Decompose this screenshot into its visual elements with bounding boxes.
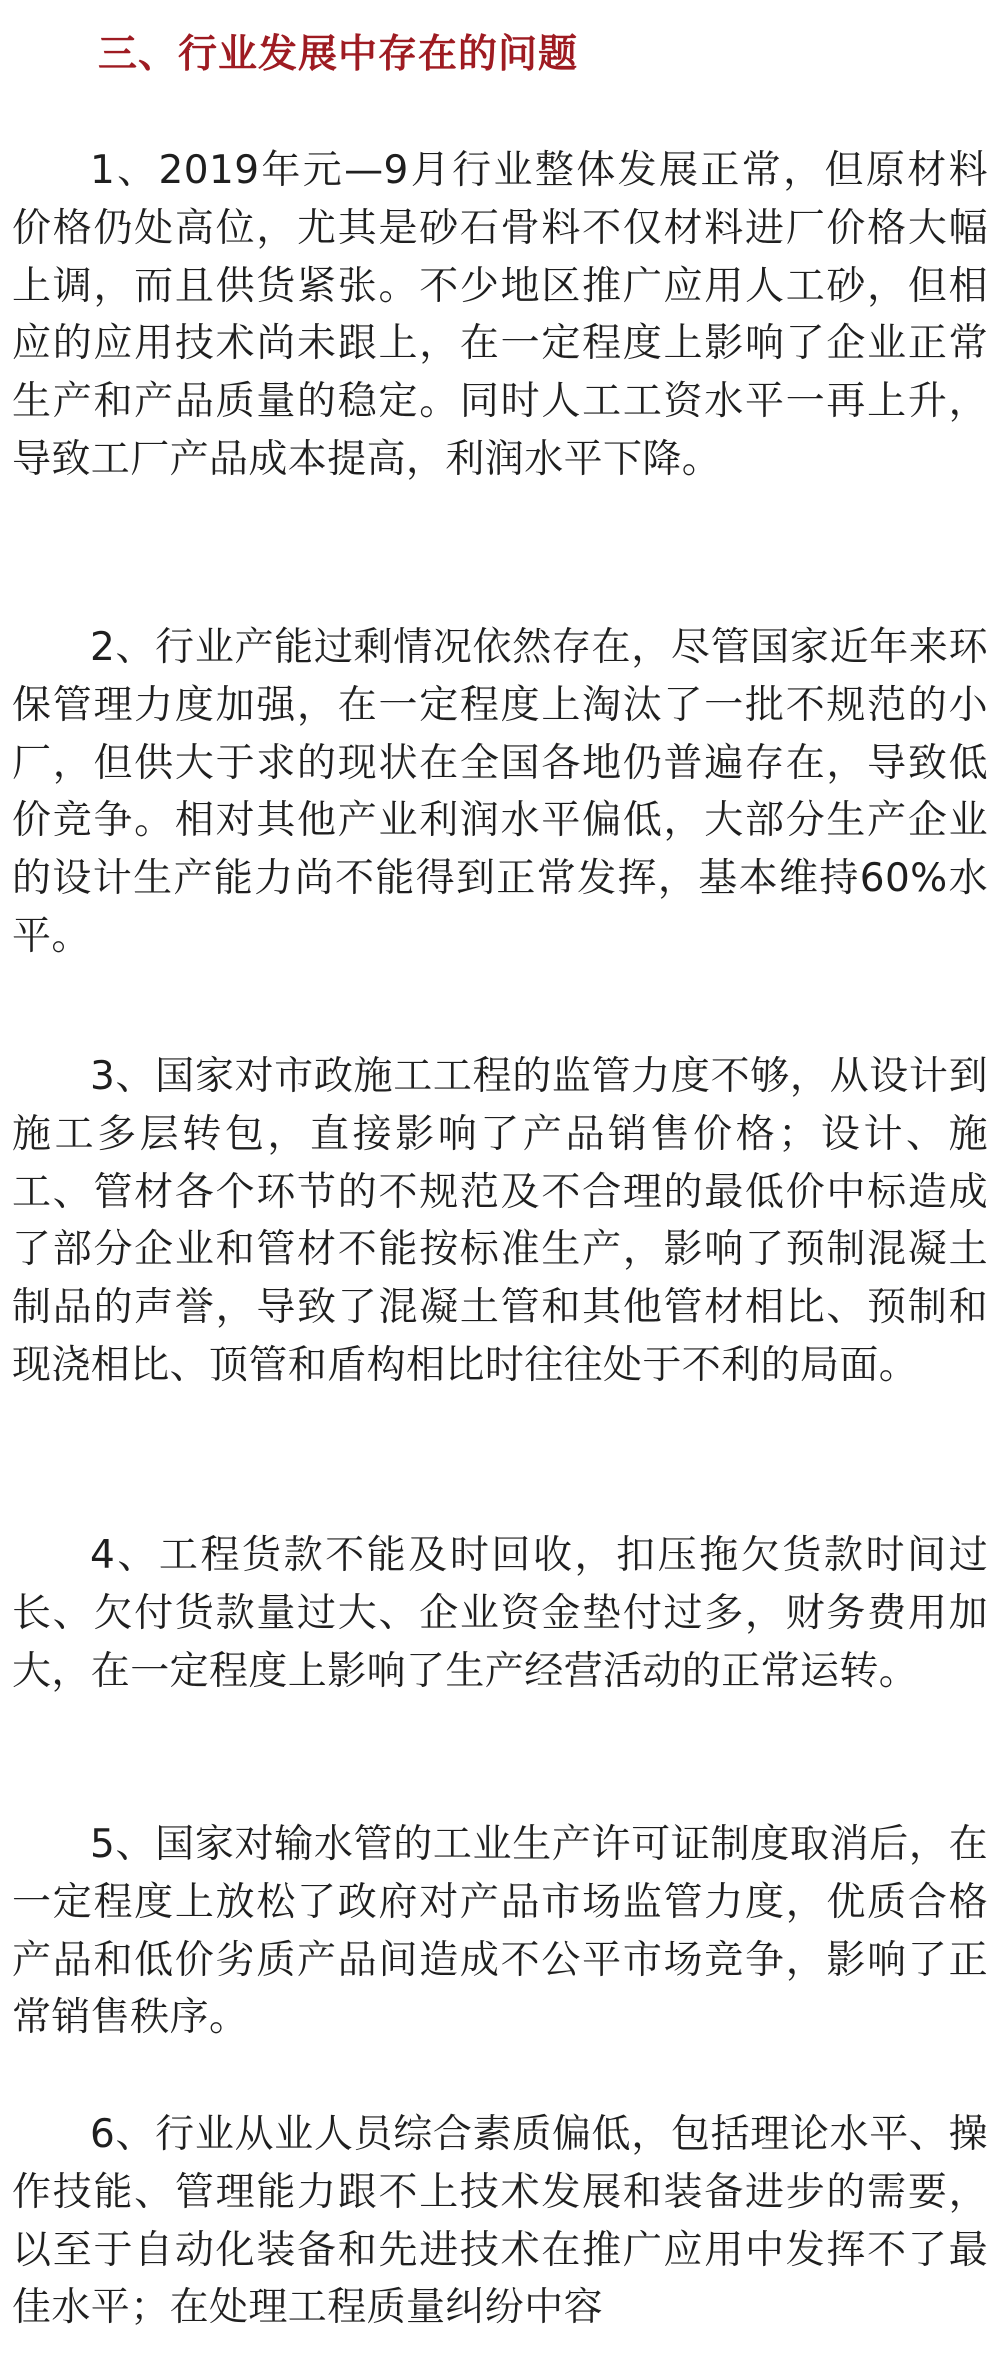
paragraph-5: 5、国家对输水管的工业生产许可证制度取消后，在一定程度上放松了政府对产品市场监管力度，优质合格产品和低价劣质产品间造成不公平市场竞争，影响了正常销售秩序。 xyxy=(12,1822,988,2041)
section-title: 三、行业发展中存在的问题 xyxy=(98,32,579,77)
paragraph-6: 6、行业从业人员综合素质偏低，包括理论水平、操作技能、管理能力跟不上技术发展和装备进步的需要，以至于自动化装备和先进技术在推广应用中发挥不了最佳水平；在处理工程质量纠纷中容 xyxy=(12,2112,988,2331)
paragraph-2: 2、行业产能过剩情况依然存在，尽管国家近年来环保管理力度加强，在一定程度上淘汰了一批不规范的小厂，但供大于求的现状在全国各地仍普遍存在，导致低价竞争。相对其他产业利润水平偏低，大部分生产企业的设计生产能力尚不能得到正常发挥，基本维持60%水平。 xyxy=(12,625,988,959)
paragraph-3: 3、国家对市政施工工程的监管力度不够，从设计到施工多层转包，直接影响了产品销售价格；设计、施工、管材各个环节的不规范及不合理的最低价中标造成了部分企业和管材不能按标准生产，影响了预制混凝土制品的声誉，导致了混凝土管和其他管材相比、预制和现浇相比、顶管和盾构相比时往往处于不利的局面。 xyxy=(12,1054,988,1388)
paragraph-1: 1、2019年元—9月行业整体发展正常，但原材料价格仍处高位，尤其是砂石骨料不仅材料进厂价格大幅上调，而且供货紧张。不少地区推广应用人工砂，但相应的应用技术尚未跟上，在一定程度上影响了企业正常生产和产品质量的稳定。同时人工工资水平一再上升，导致工厂产品成本提高，利润水平下降。 xyxy=(12,148,988,482)
paragraph-4: 4、工程货款不能及时回收，扣压拖欠货款时间过长、欠付货款量过大、企业资金垫付过多，财务费用加大，在一定程度上影响了生产经营活动的正常运转。 xyxy=(12,1533,988,1694)
